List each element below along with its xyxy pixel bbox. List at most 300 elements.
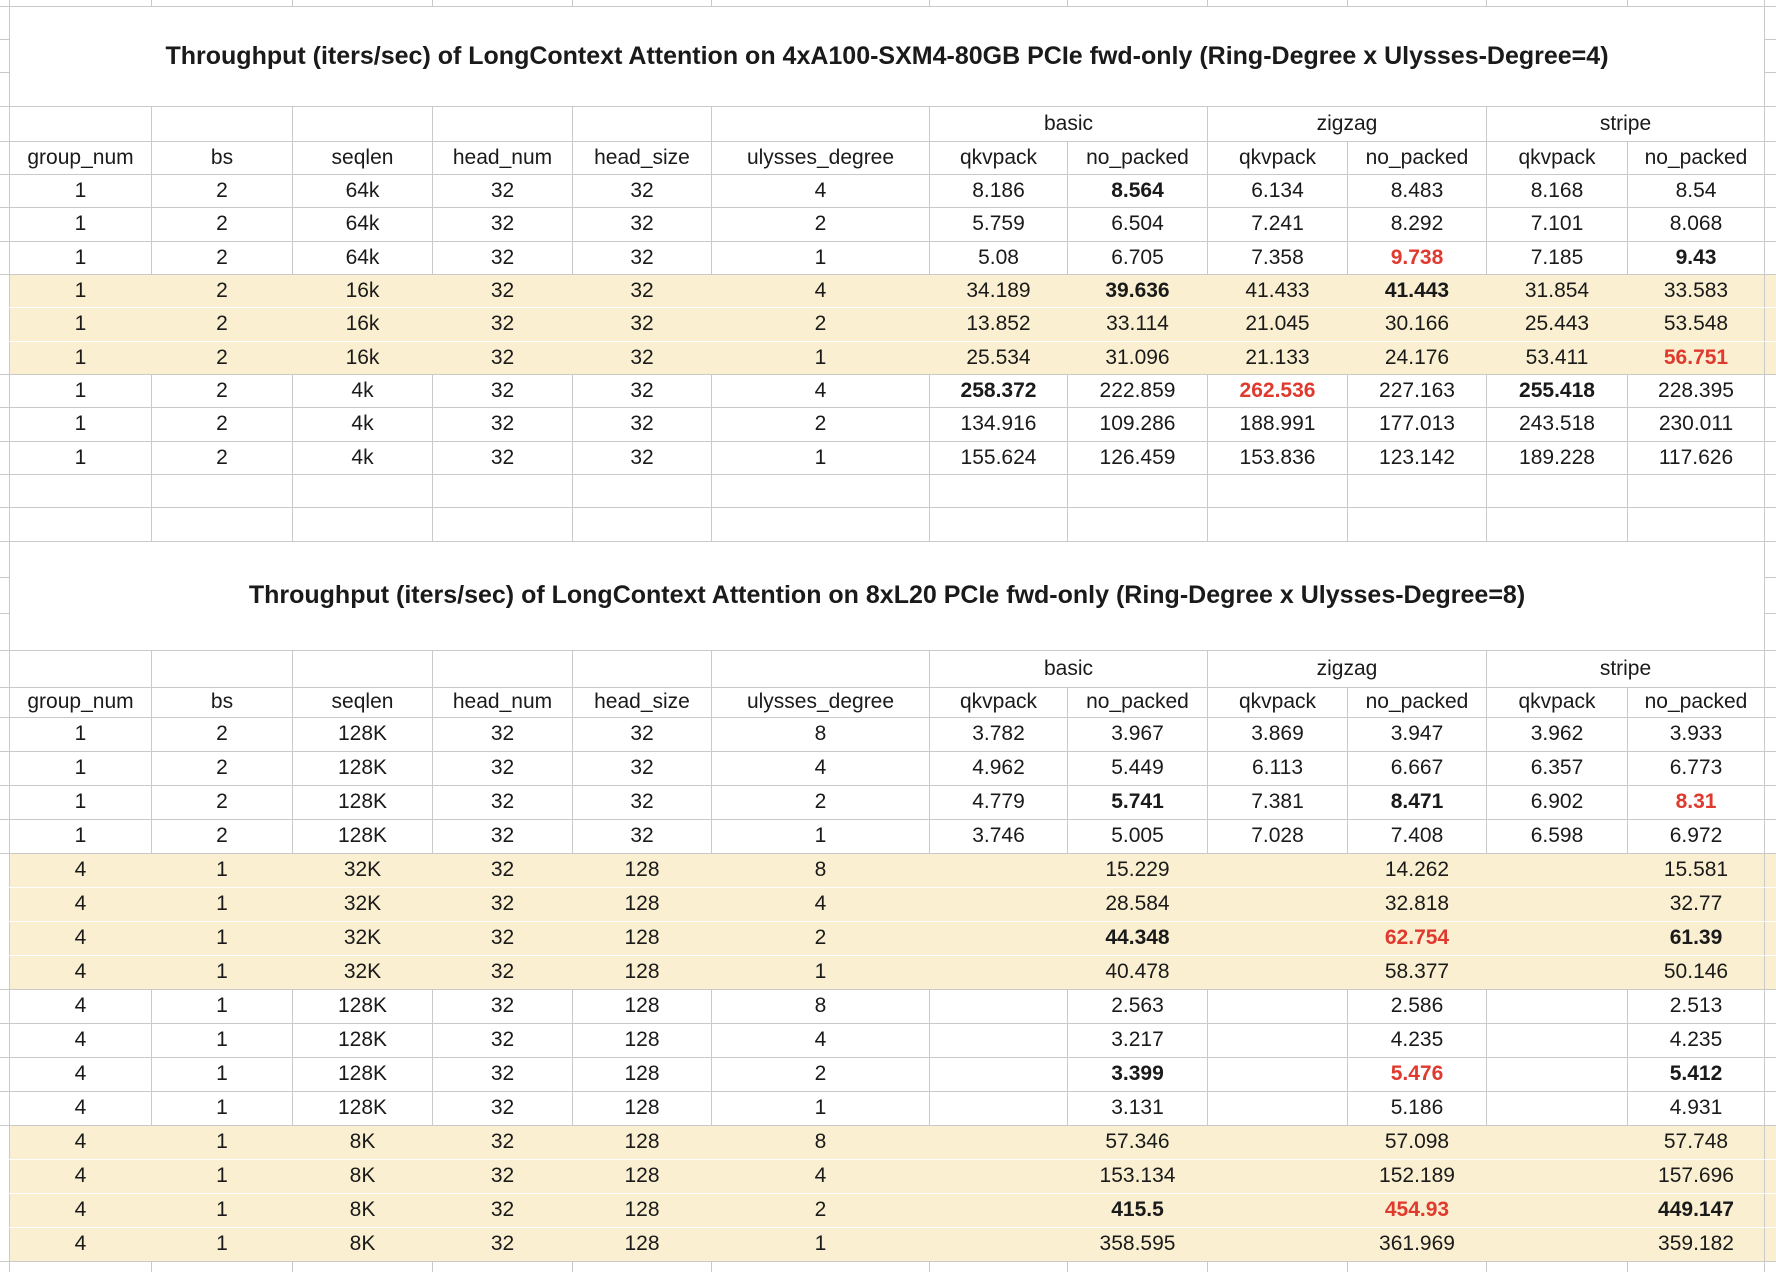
cell-bs[interactable]: 1	[152, 1228, 293, 1261]
cell-head_num[interactable]: 32	[433, 1160, 573, 1193]
cell-stripe-qkvpack[interactable]: 6.902	[1487, 786, 1628, 819]
cell-stripe-no_packed[interactable]: 449.147	[1628, 1194, 1765, 1227]
cell-stripe-qkvpack[interactable]	[1487, 990, 1628, 1023]
cell-head_num[interactable]: 32	[433, 1024, 573, 1057]
cell-zigzag-qkvpack[interactable]: 3.869	[1208, 718, 1348, 751]
cell-basic-no_packed[interactable]: 5.449	[1068, 752, 1208, 785]
cell-basic-qkvpack[interactable]	[930, 956, 1068, 989]
cell-stripe-no_packed[interactable]: 117.626	[1628, 442, 1765, 474]
cell-group_num[interactable]: 4	[10, 1194, 152, 1227]
cell-bs[interactable]: 2	[152, 718, 293, 751]
cell-bs[interactable]: 1	[152, 854, 293, 887]
cell-seqlen[interactable]: 128K	[293, 752, 433, 785]
cell-ulysses_degree[interactable]: 2	[712, 786, 930, 819]
cell-zigzag-no_packed[interactable]: 361.969	[1348, 1228, 1487, 1261]
cell-seqlen[interactable]: 4k	[293, 442, 433, 474]
column-header-stripe-no_packed[interactable]: no_packed	[1628, 142, 1765, 174]
cell-head_num[interactable]: 32	[433, 1126, 573, 1159]
cell-bs[interactable]: 2	[152, 752, 293, 785]
cell-stripe-no_packed[interactable]: 5.412	[1628, 1058, 1765, 1091]
cell-bs[interactable]: 2	[152, 375, 293, 407]
cell-stripe-no_packed[interactable]: 56.751	[1628, 342, 1765, 374]
cell-head_size[interactable]: 128	[573, 1194, 712, 1227]
cell-basic-qkvpack[interactable]: 155.624	[930, 442, 1068, 474]
group-header-zigzag[interactable]: zigzag	[1208, 651, 1487, 687]
cell-seqlen[interactable]: 32K	[293, 854, 433, 887]
cell-head_size[interactable]: 128	[573, 854, 712, 887]
cell-zigzag-qkvpack[interactable]: 21.133	[1208, 342, 1348, 374]
column-header-stripe-qkvpack[interactable]: qkvpack	[1487, 688, 1628, 717]
cell-bs[interactable]: 1	[152, 1058, 293, 1091]
group-header-basic[interactable]: basic	[930, 651, 1208, 687]
cell-stripe-no_packed[interactable]: 6.773	[1628, 752, 1765, 785]
cell-zigzag-no_packed[interactable]: 57.098	[1348, 1126, 1487, 1159]
cell-bs[interactable]: 1	[152, 1160, 293, 1193]
cell-bs[interactable]: 2	[152, 208, 293, 240]
column-header-group_num[interactable]: group_num	[10, 142, 152, 174]
cell-basic-qkvpack[interactable]	[930, 922, 1068, 955]
cell-basic-qkvpack[interactable]	[930, 1160, 1068, 1193]
cell-zigzag-qkvpack[interactable]: 153.836	[1208, 442, 1348, 474]
cell-basic-qkvpack[interactable]: 8.186	[930, 175, 1068, 207]
cell-stripe-qkvpack[interactable]: 7.185	[1487, 242, 1628, 274]
cell-basic-no_packed[interactable]: 28.584	[1068, 888, 1208, 921]
cell-ulysses_degree[interactable]: 8	[712, 1126, 930, 1159]
cell-stripe-qkvpack[interactable]	[1487, 922, 1628, 955]
cell-stripe-no_packed[interactable]: 8.31	[1628, 786, 1765, 819]
cell-stripe-no_packed[interactable]: 8.54	[1628, 175, 1765, 207]
cell-stripe-no_packed[interactable]: 230.011	[1628, 408, 1765, 440]
column-header-basic-no_packed[interactable]: no_packed	[1068, 142, 1208, 174]
cell-seqlen[interactable]: 8K	[293, 1126, 433, 1159]
cell-stripe-no_packed[interactable]: 3.933	[1628, 718, 1765, 751]
cell-basic-no_packed[interactable]: 3.967	[1068, 718, 1208, 751]
cell-stripe-no_packed[interactable]: 57.748	[1628, 1126, 1765, 1159]
cell-bs[interactable]: 2	[152, 820, 293, 853]
cell-bs[interactable]: 2	[152, 408, 293, 440]
cell-stripe-no_packed[interactable]: 6.972	[1628, 820, 1765, 853]
cell-zigzag-qkvpack[interactable]	[1208, 1024, 1348, 1057]
cell-group_num[interactable]: 4	[10, 1126, 152, 1159]
cell-zigzag-no_packed[interactable]: 24.176	[1348, 342, 1487, 374]
cell-basic-no_packed[interactable]: 31.096	[1068, 342, 1208, 374]
cell-ulysses_degree[interactable]: 2	[712, 208, 930, 240]
cell-head_num[interactable]: 32	[433, 752, 573, 785]
column-header-bs[interactable]: bs	[152, 688, 293, 717]
cell-zigzag-no_packed[interactable]: 5.186	[1348, 1092, 1487, 1125]
cell-basic-qkvpack[interactable]	[930, 990, 1068, 1023]
cell-head_size[interactable]: 128	[573, 1228, 712, 1261]
cell-basic-qkvpack[interactable]: 4.779	[930, 786, 1068, 819]
cell-ulysses_degree[interactable]: 1	[712, 1228, 930, 1261]
cell-stripe-no_packed[interactable]: 50.146	[1628, 956, 1765, 989]
cell-group_num[interactable]: 1	[10, 786, 152, 819]
cell-stripe-qkvpack[interactable]: 3.962	[1487, 718, 1628, 751]
cell-bs[interactable]: 1	[152, 888, 293, 921]
cell-zigzag-qkvpack[interactable]	[1208, 956, 1348, 989]
cell-basic-qkvpack[interactable]: 5.759	[930, 208, 1068, 240]
cell-zigzag-no_packed[interactable]: 3.947	[1348, 718, 1487, 751]
cell-bs[interactable]: 1	[152, 922, 293, 955]
cell-basic-no_packed[interactable]: 39.636	[1068, 275, 1208, 307]
empty-cell[interactable]	[10, 107, 152, 141]
cell-basic-qkvpack[interactable]	[930, 1126, 1068, 1159]
cell-head_size[interactable]: 32	[573, 820, 712, 853]
cell-head_size[interactable]: 32	[573, 718, 712, 751]
cell-head_num[interactable]: 32	[433, 375, 573, 407]
cell-stripe-qkvpack[interactable]: 25.443	[1487, 308, 1628, 340]
cell-zigzag-qkvpack[interactable]: 6.134	[1208, 175, 1348, 207]
cell-head_size[interactable]: 32	[573, 308, 712, 340]
cell-group_num[interactable]: 4	[10, 956, 152, 989]
cell-group_num[interactable]: 1	[10, 175, 152, 207]
column-header-basic-no_packed[interactable]: no_packed	[1068, 688, 1208, 717]
cell-zigzag-qkvpack[interactable]: 188.991	[1208, 408, 1348, 440]
cell-stripe-qkvpack[interactable]	[1487, 1228, 1628, 1261]
cell-stripe-no_packed[interactable]: 9.43	[1628, 242, 1765, 274]
cell-zigzag-qkvpack[interactable]	[1208, 990, 1348, 1023]
cell-basic-qkvpack[interactable]: 258.372	[930, 375, 1068, 407]
cell-group_num[interactable]: 4	[10, 990, 152, 1023]
cell-zigzag-no_packed[interactable]: 6.667	[1348, 752, 1487, 785]
cell-stripe-qkvpack[interactable]	[1487, 956, 1628, 989]
cell-zigzag-qkvpack[interactable]: 262.536	[1208, 375, 1348, 407]
cell-stripe-qkvpack[interactable]: 31.854	[1487, 275, 1628, 307]
cell-seqlen[interactable]: 32K	[293, 922, 433, 955]
cell-basic-no_packed[interactable]: 6.504	[1068, 208, 1208, 240]
cell-head_size[interactable]: 128	[573, 1024, 712, 1057]
cell-basic-no_packed[interactable]: 33.114	[1068, 308, 1208, 340]
cell-seqlen[interactable]: 32K	[293, 888, 433, 921]
cell-seqlen[interactable]: 8K	[293, 1194, 433, 1227]
cell-ulysses_degree[interactable]: 4	[712, 1024, 930, 1057]
cell-zigzag-no_packed[interactable]: 123.142	[1348, 442, 1487, 474]
cell-head_size[interactable]: 128	[573, 888, 712, 921]
cell-zigzag-no_packed[interactable]: 32.818	[1348, 888, 1487, 921]
cell-seqlen[interactable]: 4k	[293, 375, 433, 407]
cell-basic-no_packed[interactable]: 2.563	[1068, 990, 1208, 1023]
cell-zigzag-no_packed[interactable]: 58.377	[1348, 956, 1487, 989]
cell-stripe-no_packed[interactable]: 33.583	[1628, 275, 1765, 307]
cell-basic-no_packed[interactable]: 40.478	[1068, 956, 1208, 989]
column-header-basic-qkvpack[interactable]: qkvpack	[930, 688, 1068, 717]
cell-zigzag-qkvpack[interactable]: 7.358	[1208, 242, 1348, 274]
cell-seqlen[interactable]: 64k	[293, 242, 433, 274]
cell-basic-no_packed[interactable]: 415.5	[1068, 1194, 1208, 1227]
cell-head_num[interactable]: 32	[433, 1092, 573, 1125]
group-header-basic[interactable]: basic	[930, 107, 1208, 141]
cell-head_size[interactable]: 32	[573, 242, 712, 274]
cell-head_size[interactable]: 128	[573, 922, 712, 955]
cell-ulysses_degree[interactable]: 2	[712, 922, 930, 955]
column-header-stripe-no_packed[interactable]: no_packed	[1628, 688, 1765, 717]
cell-seqlen[interactable]: 16k	[293, 275, 433, 307]
cell-basic-qkvpack[interactable]	[930, 854, 1068, 887]
cell-head_size[interactable]: 32	[573, 752, 712, 785]
cell-ulysses_degree[interactable]: 2	[712, 308, 930, 340]
column-header-zigzag-qkvpack[interactable]: qkvpack	[1208, 688, 1348, 717]
cell-stripe-qkvpack[interactable]: 255.418	[1487, 375, 1628, 407]
cell-group_num[interactable]: 4	[10, 854, 152, 887]
empty-cell[interactable]	[433, 651, 573, 687]
column-header-seqlen[interactable]: seqlen	[293, 142, 433, 174]
cell-head_size[interactable]: 32	[573, 786, 712, 819]
cell-basic-qkvpack[interactable]: 134.916	[930, 408, 1068, 440]
cell-zigzag-no_packed[interactable]: 9.738	[1348, 242, 1487, 274]
cell-stripe-qkvpack[interactable]	[1487, 1194, 1628, 1227]
cell-ulysses_degree[interactable]: 4	[712, 275, 930, 307]
cell-head_num[interactable]: 32	[433, 888, 573, 921]
cell-ulysses_degree[interactable]: 4	[712, 175, 930, 207]
cell-ulysses_degree[interactable]: 1	[712, 956, 930, 989]
cell-bs[interactable]: 2	[152, 308, 293, 340]
cell-head_num[interactable]: 32	[433, 408, 573, 440]
cell-stripe-qkvpack[interactable]: 6.598	[1487, 820, 1628, 853]
cell-head_num[interactable]: 32	[433, 956, 573, 989]
cell-stripe-qkvpack[interactable]: 6.357	[1487, 752, 1628, 785]
cell-basic-qkvpack[interactable]: 25.534	[930, 342, 1068, 374]
cell-stripe-qkvpack[interactable]: 8.168	[1487, 175, 1628, 207]
cell-ulysses_degree[interactable]: 4	[712, 375, 930, 407]
cell-zigzag-qkvpack[interactable]	[1208, 1160, 1348, 1193]
cell-seqlen[interactable]: 16k	[293, 308, 433, 340]
cell-ulysses_degree[interactable]: 4	[712, 752, 930, 785]
cell-head_num[interactable]: 32	[433, 208, 573, 240]
cell-ulysses_degree[interactable]: 8	[712, 718, 930, 751]
cell-head_num[interactable]: 32	[433, 175, 573, 207]
cell-seqlen[interactable]: 128K	[293, 718, 433, 751]
cell-bs[interactable]: 2	[152, 786, 293, 819]
cell-bs[interactable]: 1	[152, 990, 293, 1023]
empty-cell[interactable]	[433, 107, 573, 141]
cell-group_num[interactable]: 1	[10, 442, 152, 474]
empty-cell[interactable]	[712, 651, 930, 687]
cell-bs[interactable]: 1	[152, 956, 293, 989]
column-header-ulysses_degree[interactable]: ulysses_degree	[712, 142, 930, 174]
cell-stripe-no_packed[interactable]: 61.39	[1628, 922, 1765, 955]
cell-zigzag-no_packed[interactable]: 177.013	[1348, 408, 1487, 440]
cell-head_size[interactable]: 128	[573, 990, 712, 1023]
cell-stripe-qkvpack[interactable]	[1487, 1092, 1628, 1125]
cell-bs[interactable]: 2	[152, 342, 293, 374]
cell-stripe-qkvpack[interactable]	[1487, 1024, 1628, 1057]
cell-head_num[interactable]: 32	[433, 242, 573, 274]
cell-head_num[interactable]: 32	[433, 342, 573, 374]
cell-ulysses_degree[interactable]: 2	[712, 1058, 930, 1091]
cell-zigzag-no_packed[interactable]: 4.235	[1348, 1024, 1487, 1057]
empty-cell[interactable]	[573, 107, 712, 141]
group-header-zigzag[interactable]: zigzag	[1208, 107, 1487, 141]
cell-head_size[interactable]: 32	[573, 175, 712, 207]
cell-ulysses_degree[interactable]: 8	[712, 854, 930, 887]
cell-zigzag-qkvpack[interactable]	[1208, 1058, 1348, 1091]
empty-cell[interactable]	[293, 651, 433, 687]
cell-group_num[interactable]: 1	[10, 752, 152, 785]
cell-stripe-qkvpack[interactable]	[1487, 1058, 1628, 1091]
cell-zigzag-no_packed[interactable]: 7.408	[1348, 820, 1487, 853]
cell-zigzag-qkvpack[interactable]	[1208, 1194, 1348, 1227]
cell-basic-qkvpack[interactable]	[930, 1024, 1068, 1057]
cell-zigzag-qkvpack[interactable]: 21.045	[1208, 308, 1348, 340]
cell-zigzag-qkvpack[interactable]: 6.113	[1208, 752, 1348, 785]
cell-basic-no_packed[interactable]: 109.286	[1068, 408, 1208, 440]
cell-stripe-qkvpack[interactable]: 243.518	[1487, 408, 1628, 440]
table1-title[interactable]: Throughput (iters/sec) of LongContext Attention on 4xA100-SXM4-80GB PCIe fwd-only (Ring-Degree x Ulysses-Degree=4)	[10, 7, 1765, 106]
cell-group_num[interactable]: 4	[10, 888, 152, 921]
cell-stripe-qkvpack[interactable]	[1487, 854, 1628, 887]
cell-basic-no_packed[interactable]: 8.564	[1068, 175, 1208, 207]
cell-bs[interactable]: 1	[152, 1092, 293, 1125]
cell-seqlen[interactable]: 8K	[293, 1228, 433, 1261]
cell-group_num[interactable]: 4	[10, 1024, 152, 1057]
cell-basic-no_packed[interactable]: 44.348	[1068, 922, 1208, 955]
cell-zigzag-qkvpack[interactable]	[1208, 1126, 1348, 1159]
cell-basic-qkvpack[interactable]: 3.782	[930, 718, 1068, 751]
cell-head_size[interactable]: 32	[573, 375, 712, 407]
cell-ulysses_degree[interactable]: 1	[712, 242, 930, 274]
cell-ulysses_degree[interactable]: 1	[712, 1092, 930, 1125]
cell-group_num[interactable]: 1	[10, 275, 152, 307]
group-header-stripe[interactable]: stripe	[1487, 107, 1765, 141]
cell-head_size[interactable]: 32	[573, 442, 712, 474]
cell-zigzag-qkvpack[interactable]: 41.433	[1208, 275, 1348, 307]
column-header-head_num[interactable]: head_num	[433, 142, 573, 174]
cell-basic-no_packed[interactable]: 57.346	[1068, 1126, 1208, 1159]
cell-stripe-no_packed[interactable]: 359.182	[1628, 1228, 1765, 1261]
column-header-head_num[interactable]: head_num	[433, 688, 573, 717]
empty-cell[interactable]	[152, 107, 293, 141]
cell-basic-qkvpack[interactable]: 34.189	[930, 275, 1068, 307]
empty-cell[interactable]	[152, 651, 293, 687]
cell-seqlen[interactable]: 32K	[293, 956, 433, 989]
cell-head_size[interactable]: 128	[573, 1058, 712, 1091]
cell-seqlen[interactable]: 128K	[293, 1092, 433, 1125]
group-header-stripe[interactable]: stripe	[1487, 651, 1765, 687]
cell-basic-qkvpack[interactable]	[930, 1092, 1068, 1125]
cell-zigzag-no_packed[interactable]: 5.476	[1348, 1058, 1487, 1091]
column-header-basic-qkvpack[interactable]: qkvpack	[930, 142, 1068, 174]
cell-head_size[interactable]: 128	[573, 956, 712, 989]
cell-seqlen[interactable]: 128K	[293, 786, 433, 819]
cell-head_num[interactable]: 32	[433, 1228, 573, 1261]
cell-head_num[interactable]: 32	[433, 990, 573, 1023]
cell-ulysses_degree[interactable]: 1	[712, 820, 930, 853]
cell-basic-no_packed[interactable]: 3.217	[1068, 1024, 1208, 1057]
cell-group_num[interactable]: 1	[10, 375, 152, 407]
cell-group_num[interactable]: 1	[10, 208, 152, 240]
cell-zigzag-qkvpack[interactable]: 7.241	[1208, 208, 1348, 240]
cell-zigzag-qkvpack[interactable]	[1208, 922, 1348, 955]
cell-head_size[interactable]: 32	[573, 208, 712, 240]
cell-seqlen[interactable]: 16k	[293, 342, 433, 374]
cell-head_num[interactable]: 32	[433, 854, 573, 887]
cell-stripe-qkvpack[interactable]: 7.101	[1487, 208, 1628, 240]
cell-seqlen[interactable]: 64k	[293, 208, 433, 240]
cell-group_num[interactable]: 1	[10, 408, 152, 440]
cell-head_size[interactable]: 128	[573, 1092, 712, 1125]
cell-group_num[interactable]: 1	[10, 342, 152, 374]
cell-basic-no_packed[interactable]: 3.399	[1068, 1058, 1208, 1091]
cell-head_size[interactable]: 32	[573, 275, 712, 307]
cell-group_num[interactable]: 1	[10, 820, 152, 853]
cell-group_num[interactable]: 4	[10, 1058, 152, 1091]
cell-basic-qkvpack[interactable]	[930, 888, 1068, 921]
cell-stripe-no_packed[interactable]: 2.513	[1628, 990, 1765, 1023]
cell-basic-qkvpack[interactable]: 3.746	[930, 820, 1068, 853]
cell-head_size[interactable]: 32	[573, 408, 712, 440]
cell-zigzag-no_packed[interactable]: 8.471	[1348, 786, 1487, 819]
column-header-zigzag-qkvpack[interactable]: qkvpack	[1208, 142, 1348, 174]
cell-bs[interactable]: 2	[152, 275, 293, 307]
cell-seqlen[interactable]: 128K	[293, 820, 433, 853]
cell-zigzag-no_packed[interactable]: 14.262	[1348, 854, 1487, 887]
cell-stripe-no_packed[interactable]: 4.931	[1628, 1092, 1765, 1125]
cell-head_num[interactable]: 32	[433, 275, 573, 307]
column-header-bs[interactable]: bs	[152, 142, 293, 174]
cell-group_num[interactable]: 1	[10, 718, 152, 751]
cell-stripe-no_packed[interactable]: 228.395	[1628, 375, 1765, 407]
cell-group_num[interactable]: 1	[10, 242, 152, 274]
cell-bs[interactable]: 2	[152, 242, 293, 274]
cell-head_num[interactable]: 32	[433, 922, 573, 955]
cell-zigzag-no_packed[interactable]: 41.443	[1348, 275, 1487, 307]
cell-basic-no_packed[interactable]: 15.229	[1068, 854, 1208, 887]
column-header-group_num[interactable]: group_num	[10, 688, 152, 717]
cell-basic-no_packed[interactable]: 3.131	[1068, 1092, 1208, 1125]
cell-head_num[interactable]: 32	[433, 718, 573, 751]
cell-zigzag-no_packed[interactable]: 454.93	[1348, 1194, 1487, 1227]
cell-head_num[interactable]: 32	[433, 442, 573, 474]
cell-stripe-qkvpack[interactable]	[1487, 888, 1628, 921]
cell-basic-qkvpack[interactable]: 5.08	[930, 242, 1068, 274]
empty-cell[interactable]	[293, 107, 433, 141]
cell-ulysses_degree[interactable]: 1	[712, 342, 930, 374]
column-header-zigzag-no_packed[interactable]: no_packed	[1348, 142, 1487, 174]
cell-basic-no_packed[interactable]: 126.459	[1068, 442, 1208, 474]
cell-stripe-no_packed[interactable]: 32.77	[1628, 888, 1765, 921]
cell-basic-no_packed[interactable]: 5.005	[1068, 820, 1208, 853]
cell-ulysses_degree[interactable]: 8	[712, 990, 930, 1023]
table2-title[interactable]: Throughput (iters/sec) of LongContext Attention on 8xL20 PCIe fwd-only (Ring-Degree x Ulysses-Degree=8)	[10, 542, 1765, 650]
cell-stripe-qkvpack[interactable]: 189.228	[1487, 442, 1628, 474]
cell-head_num[interactable]: 32	[433, 1194, 573, 1227]
column-header-stripe-qkvpack[interactable]: qkvpack	[1487, 142, 1628, 174]
cell-basic-qkvpack[interactable]	[930, 1194, 1068, 1227]
cell-head_num[interactable]: 32	[433, 820, 573, 853]
cell-basic-qkvpack[interactable]	[930, 1058, 1068, 1091]
cell-basic-qkvpack[interactable]: 4.962	[930, 752, 1068, 785]
cell-head_num[interactable]: 32	[433, 1058, 573, 1091]
cell-zigzag-qkvpack[interactable]: 7.028	[1208, 820, 1348, 853]
cell-ulysses_degree[interactable]: 2	[712, 408, 930, 440]
cell-head_size[interactable]: 128	[573, 1126, 712, 1159]
cell-ulysses_degree[interactable]: 4	[712, 888, 930, 921]
column-header-ulysses_degree[interactable]: ulysses_degree	[712, 688, 930, 717]
column-header-seqlen[interactable]: seqlen	[293, 688, 433, 717]
cell-group_num[interactable]: 4	[10, 1092, 152, 1125]
cell-stripe-no_packed[interactable]: 4.235	[1628, 1024, 1765, 1057]
cell-stripe-no_packed[interactable]: 157.696	[1628, 1160, 1765, 1193]
column-header-head_size[interactable]: head_size	[573, 142, 712, 174]
empty-cell[interactable]	[712, 107, 930, 141]
cell-stripe-no_packed[interactable]: 53.548	[1628, 308, 1765, 340]
cell-stripe-no_packed[interactable]: 15.581	[1628, 854, 1765, 887]
cell-seqlen[interactable]: 4k	[293, 408, 433, 440]
cell-zigzag-no_packed[interactable]: 62.754	[1348, 922, 1487, 955]
cell-zigzag-no_packed[interactable]: 152.189	[1348, 1160, 1487, 1193]
cell-basic-no_packed[interactable]: 358.595	[1068, 1228, 1208, 1261]
cell-group_num[interactable]: 4	[10, 922, 152, 955]
